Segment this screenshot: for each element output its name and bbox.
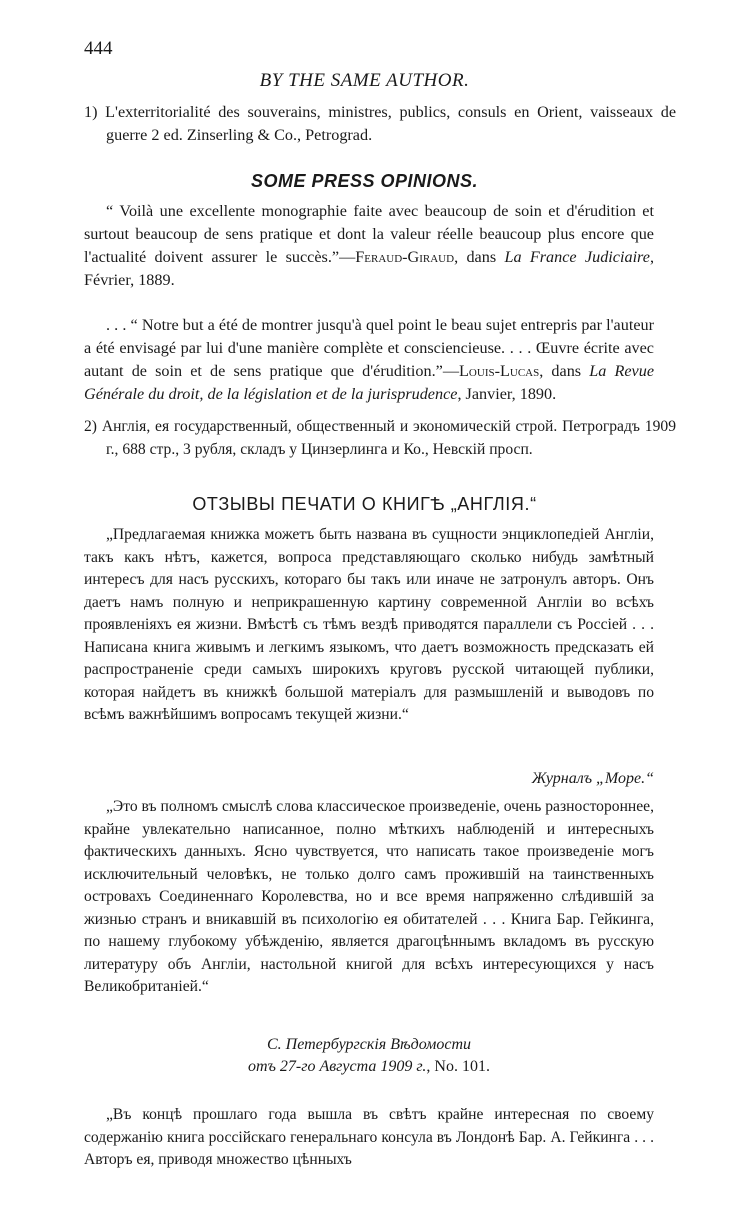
- quote-text: . . . “ Notre but a été de montrer jusqu'à quel point le beau sujet entrepris par l'auteur a été envisagé par lui d'une manière complète et consciencieuse. . . . Œuvre écrite avec autant de soin et de sens pratique que d'érudition.”—: [84, 316, 654, 380]
- quote-source: La France Judiciaire: [504, 248, 650, 266]
- quote-connector: , dans: [539, 362, 590, 380]
- press-quote-2: [84, 314, 654, 406]
- entry-number: 2): [84, 418, 97, 435]
- review-3: „Въ концѣ прошлаго года вышла въ свѣтъ крайне интересная по своему содержанію книга россійскаго генеральнаго консула въ Лондонѣ Бар. А. Гейкинга . . . Авторъ ея, приводя множество цѣнныхъ: [84, 1106, 654, 1168]
- review-2-date: [84, 1058, 654, 1076]
- quote-date: , Février, 1889.: [84, 248, 654, 289]
- quote-author: Louis-Lucas: [459, 362, 540, 380]
- quote-text: “ Voilà une excellente monographie faite avec beaucoup de soin et d'érudition et surtout beaucoup de sens pratique et dont la valeur réelle beaucoup plus encore que l'actualité doivent assurer le succès.”—: [84, 202, 654, 266]
- press-quote-1: [84, 200, 654, 292]
- entry-number: 1): [84, 103, 98, 121]
- quote-author: Feraud-Giraud: [355, 248, 455, 266]
- section-heading: BY THE SAME AUTHOR.: [259, 70, 470, 91]
- page-number: 444: [84, 38, 113, 59]
- entry-text: L'exterritorialité des souverains, ministres, publics, consuls en Orient, vaisseaux de guerre 2 ed. Zinserling & Co., Petrograd.: [105, 103, 677, 144]
- quote-connector: , dans: [454, 248, 505, 266]
- review-2-source: [84, 1036, 654, 1054]
- source-date: отъ 27-го Августа 1909 г.: [248, 1058, 427, 1075]
- quote-date: , Janvier, 1890.: [457, 385, 557, 403]
- reviews-heading: ОТЗЫВЫ ПЕЧАТИ О КНИГѢ „АНГЛІЯ.“: [192, 494, 537, 514]
- book-entry-2: [84, 416, 676, 461]
- quote-source: La Revue Générale du droit, de la législation et de la jurisprudence: [84, 362, 655, 403]
- review-1: „Предлагаемая книжка можетъ быть названа въ сущности энциклопедіей Англіи, такъ какъ нѣтъ, кажется, вопроса представляющаго сколько нибудь замѣтный интересъ для насъ русскихъ, котораго бы такъ или иначе не затронулъ авторъ. Онъ даетъ намъ полную и неприкрашенную картину современной Англіи во всѣхъ проявленіяхъ ея жизни. Вмѣстѣ съ тѣмъ вездѣ приводятся параллели съ Россіей . . . Написана книга живымъ и легкимъ языкомъ, что даетъ возможность предсказать ей распространеніе среди самыхъ широкихъ круговъ русской читающей публики, которая найдетъ въ книжкѣ большой матеріалъ для размышленій и выводовъ по всѣмъ важнѣйшимъ вопросамъ текущей жизни.“: [84, 526, 654, 723]
- review-1-source: Журналъ „Море.“: [531, 770, 654, 787]
- source-issue: , No. 101.: [426, 1058, 490, 1075]
- entry-text: Англія, ея государственный, общественный и экономическій строй. Петроградъ 1909 г., 688 стр., 3 рубля, складъ у Цинзерлинга и Ко., Невскій просп.: [101, 418, 676, 458]
- source-title: С. Петербургскія Вѣдомости: [266, 1036, 471, 1053]
- press-opinions-heading: SOME PRESS OPINIONS.: [250, 171, 479, 191]
- review-2: „Это въ полномъ смыслѣ слова классическое произведеніе, очень разностороннее, крайне увлекательно написанное, полно мѣткихъ наблюденій и интересныхъ фактическихъ данныхъ. Ясно чувствуется, что написать такое произведеніе могъ исключительный человѣкъ, не только долго самъ прожившій на таинственныхъ островахъ Соединеннаго Королевства, но и все время напряженно слѣдившій за жизнью странъ и вникавшій въ психологію ея обитателей . . . Книга Бар. Гейкинга, по нашему глубокому убѣжденію, является драгоцѣннымъ вкладомъ въ русскую литературу объ Англіи, настольной книгой для всѣхъ интересующихся у насъ Великобританіей.“: [84, 798, 654, 995]
- book-entry-1: [84, 101, 676, 147]
